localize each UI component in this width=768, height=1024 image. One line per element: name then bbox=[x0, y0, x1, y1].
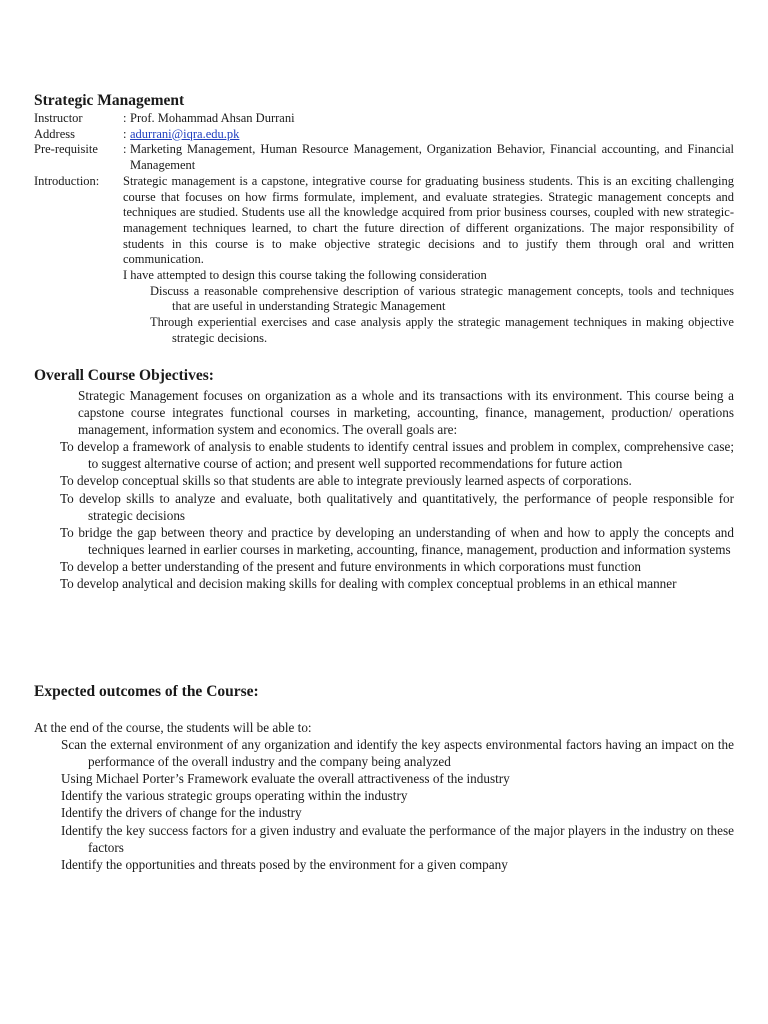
list-item: Using Michael Porter’s Framework evaluate the overall attractiveness of the industry bbox=[61, 771, 510, 787]
list-item: Discuss a reasonable comprehensive description of various strategic management concepts, tools and techniques that are useful in understanding Strategic Management bbox=[150, 283, 734, 314]
list-item: To develop skills to analyze and evaluate, both qualitatively and quantitatively, the performance of people responsible for strategic decisions bbox=[60, 490, 734, 523]
colon: : bbox=[123, 142, 127, 157]
objectives-intro: Strategic Management focuses on organization as a whole and its transactions with its environment. This course being a capstone course integrates functional courses in marketing, accounting, finance, management, production/ operations management, information system and economics. The overall goals are: bbox=[78, 388, 734, 438]
introduction-row bbox=[34, 174, 734, 347]
instructor-value: Prof. Mohammad Ahsan Durrani bbox=[130, 111, 295, 125]
objectives-list bbox=[34, 438, 734, 592]
objectives-section bbox=[34, 387, 734, 592]
introduction-points bbox=[123, 284, 734, 347]
prerequisite-value: Marketing Management, Human Resource Management, Organization Behavior, Financial accounting, and Financial Management bbox=[130, 142, 734, 173]
course-info bbox=[34, 111, 734, 347]
list-item: To develop analytical and decision making skills for dealing with complex conceptual problems in an ethical manner bbox=[60, 576, 677, 592]
outcomes-list bbox=[34, 736, 734, 873]
list-item: Identify the opportunities and threats posed by the environment for a given company bbox=[61, 856, 508, 872]
introduction-label: Introduction: bbox=[34, 173, 100, 188]
list-item: To develop a framework of analysis to enable students to identify central issues and problem in complex, comprehensive case; to suggest alternative course of action; and present well supported recommendations for future action bbox=[60, 439, 734, 472]
introduction-consideration: I have attempted to design this course taking the following consideration bbox=[123, 268, 487, 283]
outcomes-section bbox=[34, 719, 734, 873]
list-item: Identify the key success factors for a given industry and evaluate the performance of the major players in the industry on these factors bbox=[61, 822, 734, 855]
list-item: Through experiential exercises and case analysis apply the strategic management techniques in making objective strategic decisions. bbox=[150, 315, 734, 345]
list-item: Scan the external environment of any organization and identify the key aspects environmental factors having an impact on the performance of the overall industry and the company being analyzed bbox=[61, 737, 734, 770]
course-title: Strategic Management bbox=[34, 92, 185, 109]
colon: : bbox=[123, 111, 127, 125]
email-link[interactable]: adurrani@iqra.edu.pk bbox=[130, 126, 240, 141]
outcomes-intro: At the end of the course, the students will be able to: bbox=[34, 720, 312, 735]
instructor-label: Instructor bbox=[34, 111, 83, 125]
prerequisite-label: Pre-requisite bbox=[34, 142, 98, 157]
list-item: To develop a better understanding of the present and future environments in which corporations must function bbox=[60, 558, 642, 574]
list-item: Identify the drivers of change for the industry bbox=[61, 805, 302, 821]
list-item: Identify the various strategic groups operating within the industry bbox=[61, 788, 408, 804]
instructor-row bbox=[34, 111, 734, 127]
objectives-heading: Overall Course Objectives: bbox=[34, 367, 214, 384]
list-item: To develop conceptual skills so that students are able to integrate previously learned aspects of corporations. bbox=[60, 473, 632, 489]
address-label: Address bbox=[34, 126, 75, 141]
introduction-paragraph: Strategic management is a capstone, integrative course for graduating business students. This is an exciting challenging course that focuses on how firms formulate, implement, and evaluate strategies. Strategic management concepts and techniques are studied. Students use all the knowledge acquired from prior business courses, coupled with new strategic-management techniques learned, to chart the future direction of different organizations. The major responsibility of students in this course is to make objective strategic decisions and to justify them through oral and written communication. bbox=[123, 173, 734, 267]
prerequisite-row bbox=[34, 142, 734, 173]
colon: : bbox=[123, 126, 127, 141]
list-item: To bridge the gap between theory and practice by developing an understanding of when and how to apply the concepts and techniques learned in earlier courses in marketing, accounting, finance, management, production and information systems bbox=[60, 524, 734, 557]
address-row bbox=[34, 127, 734, 143]
outcomes-heading: Expected outcomes of the Course: bbox=[34, 683, 259, 700]
